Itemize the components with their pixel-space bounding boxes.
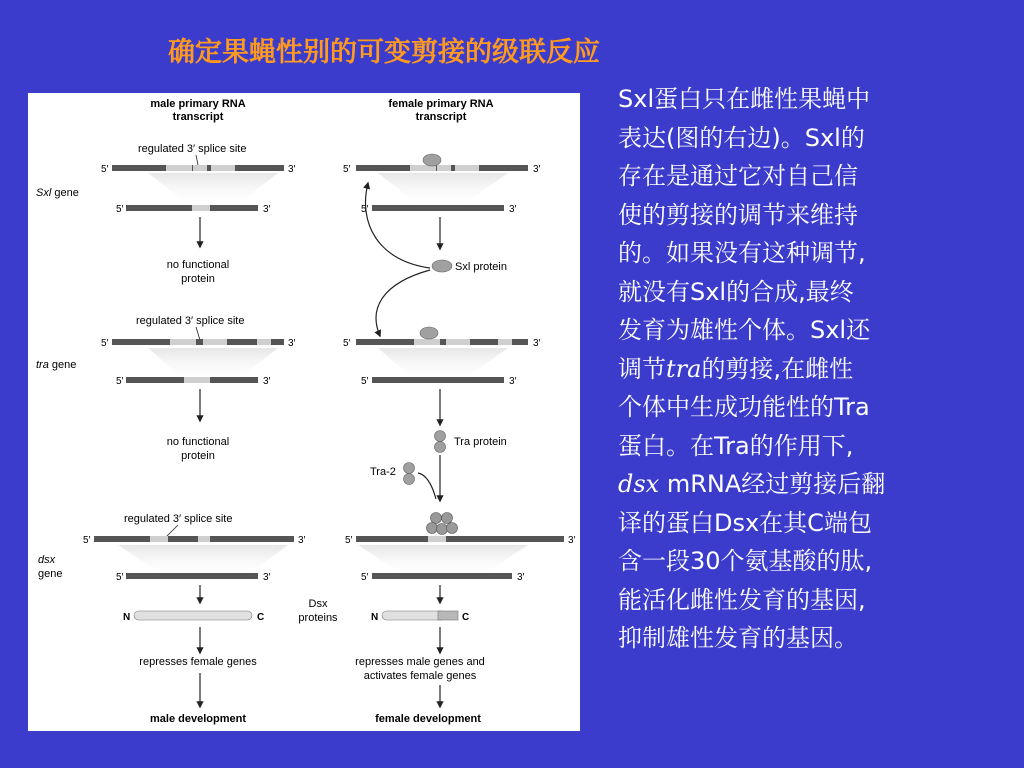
svg-text:3′: 3′ (509, 376, 517, 387)
male-tra-no-protein-line2: protein (181, 450, 215, 462)
svg-text:3′: 3′ (263, 204, 271, 215)
svg-text:N: N (123, 612, 131, 623)
female-dsx-effect-line2: activates female genes (363, 670, 477, 682)
text-line-5: 的。如果没有这种调节, (618, 239, 866, 267)
female-sxl-primary-transcript (343, 164, 541, 208)
male-tra-regulated-site-label: regulated 3′ splice site (136, 315, 245, 327)
text-line-1: Sxl蛋白只在雌性果蝇中 (618, 85, 871, 113)
female-tra-mrna (361, 376, 517, 387)
sxl-protein-bound-icon (423, 154, 441, 166)
dsx-proteins-label-line2: proteins (298, 612, 338, 624)
splicing-cascade-diagram (28, 93, 580, 731)
male-sxl-primary-transcript (101, 164, 296, 208)
tra-protein-icon (435, 431, 446, 453)
female-dsx-mrna (361, 572, 525, 583)
text-line-3: 存在是通过它对自己信 (618, 162, 858, 190)
slide-title: 确定果蝇性别的可变剪接的级联反应 (168, 37, 600, 68)
svg-text:5′: 5′ (116, 376, 124, 387)
male-sxl-mrna (116, 204, 271, 215)
text-line-10: 蛋白。在Tra的作用下, (618, 431, 854, 460)
text-line-2: 表达(图的右边)。Sxl的 (618, 123, 865, 152)
male-dsx-mrna (116, 572, 271, 583)
male-header-line1: male primary RNA (150, 98, 246, 110)
male-tra-no-protein-line1: no functional (166, 436, 230, 448)
svg-text:5′: 5′ (83, 535, 91, 546)
svg-text:C: C (257, 612, 265, 623)
text-line-9: 个体中生成功能性的Tra (618, 393, 870, 421)
text-line-14: 能活化雌性发育的基因, (618, 585, 866, 614)
sxl-protein-label: Sxl protein (455, 261, 507, 273)
svg-text:5′: 5′ (116, 204, 124, 215)
male-dsx-effect: represses female genes (139, 656, 257, 668)
sxl-gene-label: Sxl gene (36, 187, 79, 199)
text-line-4: 使的剪接的调节来维持 (618, 200, 858, 229)
svg-text:5′: 5′ (101, 164, 109, 175)
male-sxl-regulated-site-label: regulated 3′ splice site (138, 143, 247, 155)
male-sxl-no-protein-line2: protein (181, 273, 215, 285)
svg-text:5′: 5′ (343, 338, 351, 349)
svg-text:5′: 5′ (361, 204, 369, 215)
dsx-proteins-label-line1: Dsx (308, 598, 328, 610)
male-development-label: male development (150, 713, 246, 725)
svg-text:3′: 3′ (568, 535, 576, 546)
explanation-text (618, 80, 988, 658)
female-dsx-effect-line1: represses male genes and (355, 656, 485, 668)
female-sxl-mrna (361, 204, 517, 215)
sxl-protein-icon (432, 260, 452, 272)
sxl-protein-on-tra-icon (420, 327, 438, 339)
svg-text:3′: 3′ (263, 376, 271, 387)
sxl-tra-regulation-arrow (376, 270, 430, 336)
svg-text:3′: 3′ (509, 204, 517, 215)
tra2-protein-icon (404, 463, 415, 485)
female-header-line2: transcript (415, 111, 467, 123)
female-dsx-protein (371, 611, 469, 623)
svg-text:5′: 5′ (116, 572, 124, 583)
female-dsx-primary-transcript (345, 535, 576, 578)
svg-text:3′: 3′ (288, 338, 296, 349)
svg-text:N: N (371, 612, 379, 623)
svg-text:5′: 5′ (361, 376, 369, 387)
svg-text:3′: 3′ (288, 164, 296, 175)
svg-text:5′: 5′ (101, 338, 109, 349)
tra-gene-label: tra gene (36, 359, 77, 371)
svg-text:3′: 3′ (263, 572, 271, 583)
text-line-13: 含一段30个氨基酸的肽, (618, 547, 873, 575)
male-header-line2: transcript (172, 111, 224, 123)
tra-protein-label: Tra protein (454, 436, 507, 448)
svg-text:3′: 3′ (517, 572, 525, 583)
male-dsx-regulated-site-label: regulated 3′ splice site (124, 513, 233, 525)
text-line-8: 调节tra的剪接,在雌性 (618, 354, 854, 383)
male-sxl-no-protein-line1: no functional (166, 259, 230, 271)
svg-text:3′: 3′ (533, 164, 541, 175)
svg-text:5′: 5′ (345, 535, 353, 546)
text-line-12: 译的蛋白Dsx在其C端包 (618, 508, 872, 537)
svg-text:3′: 3′ (298, 535, 306, 546)
female-header-line1: female primary RNA (388, 98, 494, 110)
text-line-11: dsx mRNA经过剪接后翻 (618, 470, 886, 498)
text-line-15: 抑制雄性发育的基因。 (618, 624, 858, 652)
tra-tra2-complex-icon (427, 513, 458, 535)
svg-text:3′: 3′ (533, 338, 541, 349)
dsx-gene-label-line1: dsx (38, 554, 56, 566)
dsx-gene-label-line2: gene (38, 568, 63, 580)
male-tra-mrna (116, 376, 271, 387)
svg-text:C: C (462, 612, 470, 623)
tra2-label: Tra-2 (370, 466, 396, 478)
text-line-7: 发育为雄性个体。Sxl还 (618, 316, 871, 344)
text-line-6: 就没有Sxl的合成,最终 (618, 277, 854, 306)
svg-text:5′: 5′ (343, 164, 351, 175)
female-development-label: female development (375, 713, 481, 725)
male-dsx-protein (123, 611, 264, 623)
svg-text:5′: 5′ (361, 572, 369, 583)
